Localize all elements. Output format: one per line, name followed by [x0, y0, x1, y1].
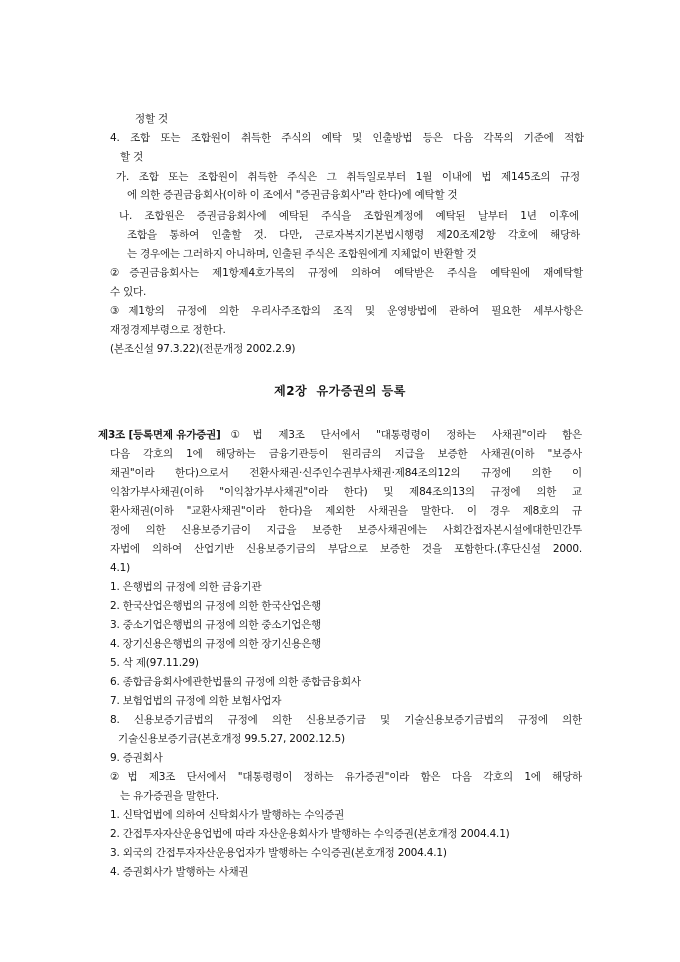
paragraph-2: ②법 제3조 단서에서 "대통령령이 정하는 유가증권"이라 함은 다음 각호의 1에 해당하: [110, 771, 582, 783]
article-text: 다음 각호의 1에 해당하는 금융기관등이 원리금의 지급을 보증한 사채권(이하 "보증사: [110, 448, 582, 460]
sub-item-ga: 가. 조합 또는 조합원이 취득한 주식은 그 취득일로부터 1월 이내에 법 제145조의 규정: [116, 171, 580, 183]
list-item: 3. 중소기업은행법의 규정에 의한 중소기업은행: [110, 619, 322, 631]
sub-item-na: 나. 조합원은 증권금융회사에 예탁된 주식을 조합원계정에 예탁된 날부터 1년 이후에: [119, 210, 579, 222]
list-item: 4. 장기신용은행법의 규정에 의한 장기신용은행: [110, 638, 322, 650]
list-item-continuation: 기술신용보증기금(본호개정 99.5.27, 2002.12.5): [118, 733, 345, 745]
list-item-4: 4. 조합 또는 조합원이 취득한 주식의 예탁 및 인출방법 등은 다음 각목의 기준에 적합: [110, 132, 584, 144]
list-item: 2. 한국산업은행법의 규정에 의한 한국산업은행: [110, 600, 322, 612]
article-text: 익참가부사채권(이하 "이익참가부사채권"이라 한다) 및 제84조의13의 규정에 의한 교: [110, 486, 582, 498]
article-text: 채권"이라 한다)으로서 전환사채권·신주인수권부사채권·제84조의12의 규정에 의한 이: [110, 467, 582, 479]
list-item: 7. 보험업법의 규정에 의한 보험사업자: [110, 695, 282, 707]
article-text: ①법 제3조 단서에서 "대통령령이 정하는 사채권"이라 함은: [230, 429, 582, 441]
article-first-line: [98, 428, 582, 442]
text-line: 에 의한 증권금융회사(이하 이 조에서 "증권금융회사"라 한다)에 예탁할 것: [127, 189, 458, 201]
amendment-note: (본조신설 97.3.22)(전문개정 2002.2.9): [110, 343, 296, 355]
article-heading: 제3조 [등록면제 유가증권]: [98, 429, 221, 441]
paragraph-2: ②증권금융회사는 제1항제4호가목의 규정에 의하여 예탁받은 주식을 예탁원에 재예탁할: [110, 267, 583, 279]
list-item: 1. 은행법의 규정에 의한 금융기관: [110, 581, 262, 593]
paragraph-3: ③제1항의 규정에 의한 우리사주조합의 조직 및 운영방법에 관하여 필요한 세부사항은: [110, 305, 583, 317]
list-item: 8. 신용보증기금법의 규정에 의한 신용보증기금 및 기술신용보증기금법의 규정에 의한: [110, 714, 582, 726]
text-line: 할 것: [120, 151, 144, 163]
list-item: 5. 삭 제(97.11.29): [110, 657, 199, 669]
text-line: 는 경우에는 그러하지 아니하며, 인출된 주식은 조합원에게 지체없이 반환할 것: [127, 248, 477, 260]
article-text: 4.1): [110, 562, 130, 574]
chapter-title: 제2장 유가증권의 등록: [274, 384, 406, 398]
text-line: 재정경제부령으로 정한다.: [110, 324, 226, 336]
text-line: 정할 것: [135, 113, 168, 125]
text-line: 조합을 통하여 인출할 것. 다만, 근로자복지기본법시행령 제20조제2항 각호에 해당하: [127, 229, 580, 241]
text-line: 수 있다.: [110, 286, 147, 298]
list-item: 2. 간접투자자산운용업법에 따라 자산운용회사가 발행하는 수익증권(본호개정 2004.4.1): [110, 828, 510, 840]
list-item: 3. 외국의 간접투자자산운용업자가 발행하는 수익증권(본호개정 2004.4.1): [110, 847, 447, 859]
article-text: 정에 의한 신용보증기금이 지급을 보증한 보증사채권에는 사회간접자본시설에대한민간투: [110, 524, 582, 536]
article-text: 환사채권(이하 "교환사채권"이라 한다)을 제외한 사채권을 말한다. 이 경우 제8호의 규: [110, 505, 582, 517]
list-item: 1. 신탁업법에 의하여 신탁회사가 발행하는 수익증권: [110, 809, 345, 821]
list-item: 4. 증권회사가 발행하는 사채권: [110, 866, 249, 878]
text-line: 는 유가증권을 말한다.: [120, 790, 219, 802]
article-text: 자법에 의하여 산업기반 신용보증기금의 부담으로 보증한 것을 포함한다.(후단신설 2000.: [110, 543, 582, 555]
list-item: 9. 증권회사: [110, 752, 163, 764]
list-item: 6. 종합금융회사에관한법률의 규정에 의한 종합금융회사: [110, 676, 361, 688]
